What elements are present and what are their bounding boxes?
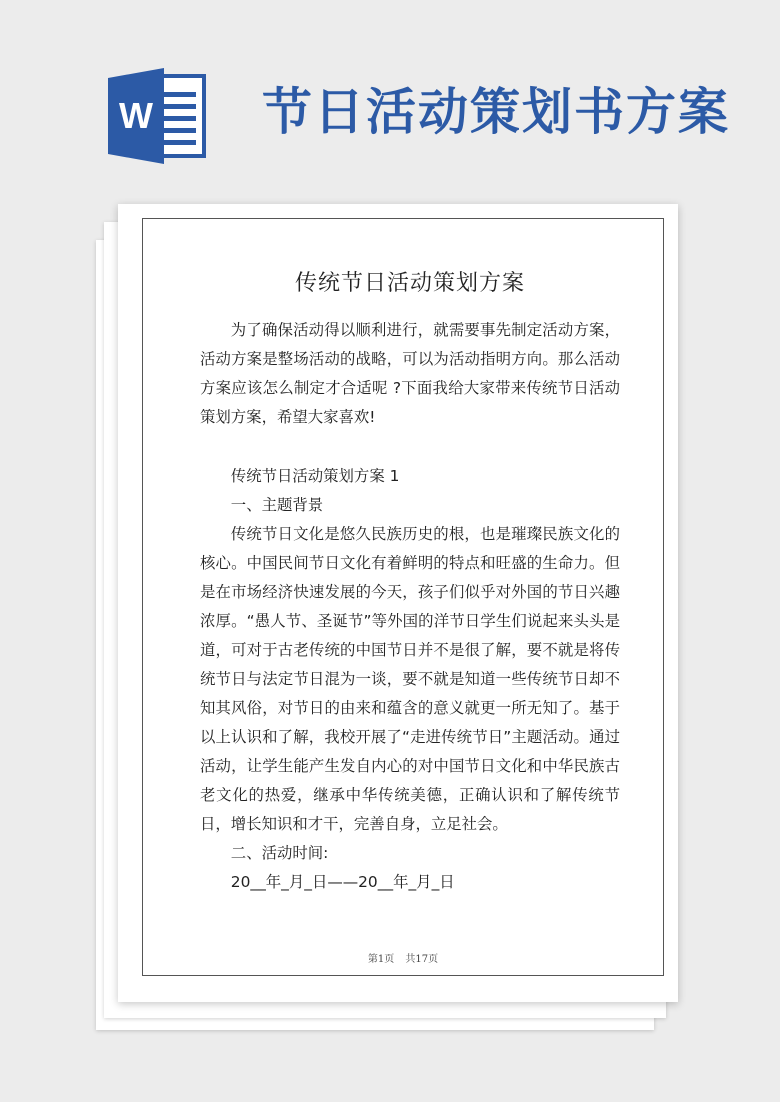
spacer xyxy=(200,432,620,462)
activity-time-line: 20__年_月_日——20__年_月_日 xyxy=(230,873,455,891)
background-paragraph: 传统节日文化是悠久民族历史的根，也是璀璨民族文化的核心。中国民间节日文化有着鲜明的特点和旺盛的生命力。但是在市场经济快速发展的今天，孩子们似乎对外国的节日兴趣浓厚。“愚人节、圣诞节”等外国的洋节日学生们说起来头头是道，可对于古老传统的中国节日并不是很了解，要不就是将传统节日与法定节日混为一谈，要不就是知道一些传统节日却不知其风俗，对节日的由来和蕴含的意义就更一所无知了。基于以上认识和了解，我校开展了“走进传统节日”主题活动。通过活动，让学生能产生发自内心的对中国节日文化和中华民族古老文化的热爱，继承中华传统美德，正确认识和了解传统节日，增长知识和才干，完善自身，立足社会。 xyxy=(200,525,620,833)
word-document-icon xyxy=(108,68,208,164)
heading-activity-time: 二、活动时间: xyxy=(230,844,329,862)
page-footer xyxy=(142,950,664,965)
header xyxy=(0,0,780,200)
page-number: 第1页 xyxy=(367,954,395,965)
header-title: 节日活动策划书方案 xyxy=(262,82,730,141)
page-total: 共17页 xyxy=(405,954,439,965)
word-logo-letter: W xyxy=(119,95,153,136)
heading-theme-background: 一、主题背景 xyxy=(230,496,324,514)
document-title: 传统节日活动策划方案 xyxy=(294,271,525,296)
intro-paragraph: 为了确保活动得以顺利进行，就需要事先制定活动方案，活动方案是整场活动的战略，可以为活动指明方向。那么活动方案应该怎么制定才合适呢 ?下面我给大家带来传统节日活动策划方案，希望大家喜欢! xyxy=(200,321,620,426)
section-title: 传统节日活动策划方案 1 xyxy=(230,467,400,485)
document-content xyxy=(200,262,620,897)
